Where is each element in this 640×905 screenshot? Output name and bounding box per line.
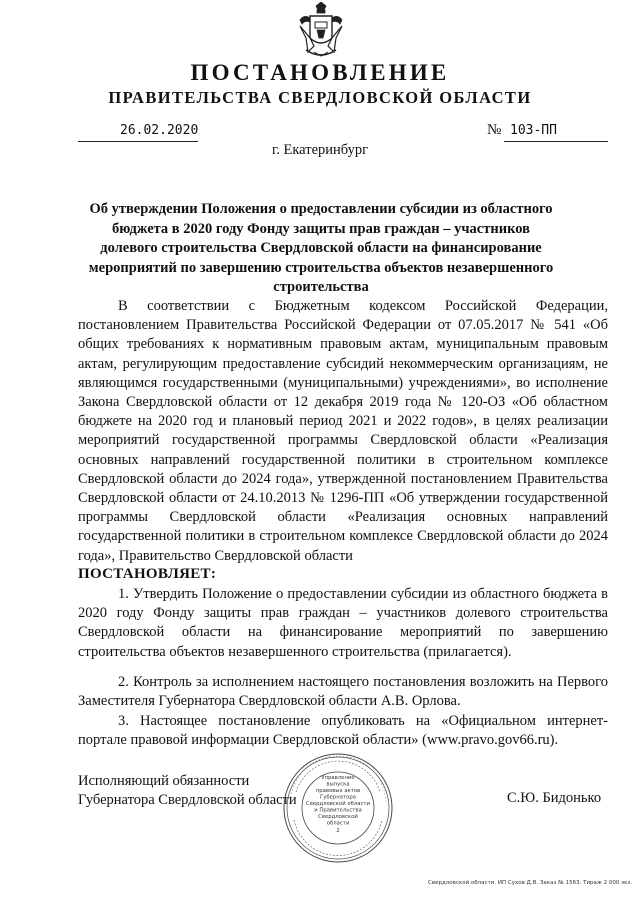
document-date: 26.02.2020 [78,122,198,142]
stamp-line-7: Свердловской [318,814,358,820]
document-subject: Об утверждении Положения о предоставлении субсидии из областного бюджета в 2020 году Фонду защиты прав граждан – участников долевого строительства Свердловской области на финансирование мероприятий по завершению строительства объектов незавершенного строительства [88,201,554,295]
stamp-line-5: Свердловской области [306,801,370,807]
stamp-line-6: и Правительства [314,807,362,814]
stamp-line-3: правовых актов [315,788,361,794]
resolution-item-3: 3. Настоящее постановление опубликовать на «Официальном интернет-портале правовой информации Свердловской области» (www.pravo.gov66.ru). [78,713,608,749]
resolution-item-2: 2. Контроль за исполнением настоящего постановления возложить на Первого Заместителя Губернатора Свердловской области А.В. Орлова. [78,674,608,710]
stamp-line-2: выпуска [326,781,350,788]
stamp-line-4: Губернатора [320,794,356,801]
document-title: ПОСТАНОВЛЕНИЕ [190,60,450,85]
signatory-position-line-2: Губернатора Свердловской области [78,791,297,808]
coat-of-arms-icon [296,2,346,60]
signatory-name: С.Ю. Бидонько [507,790,602,806]
document-subtitle: ПРАВИТЕЛЬСТВА СВЕРДЛОВСКОЙ ОБЛАСТИ [108,88,532,107]
print-info: Свердловской области. ИП Сухов Д.В. Заказ № 1563. Тираж 2 000 экз. [428,880,633,886]
number-label: № [487,122,502,138]
resolution-item-1: 1. Утвердить Положение о предоставлении субсидии из областного бюджета в 2020 году Фонду защиты прав граждан – участников долевого строительства Свердловской области на финансирование мероприятий по завершению строительства объектов незавершенного строительства (прилагается). [78,586,608,660]
stamp-line-9: 2 [336,828,340,834]
document-number: 103-ПП [504,122,608,142]
city-line: г. Екатеринбург [271,142,369,158]
stamp-line-1: Управление [321,775,355,781]
resolve-heading: ПОСТАНОВЛЯЕТ: [78,566,217,582]
official-stamp [282,752,394,864]
stamp-line-8: области [326,820,350,827]
signatory-position-line-1: Исполняющий обязанности [78,773,250,789]
signatory-position [78,772,297,809]
preamble-paragraph: В соответствии с Бюджетным кодексом Российской Федерации, постановлением Правительства Российской Федерации от 07.05.2017 № 541 «Об общих требованиях к нормативным правовым актам, муниципальным правовым актам, регулирующим предоставление субсидий некоммерческим организациям, не являющимся государственными (муниципальными) учреждениями», во исполнение Закона Свердловской области от 12 декабря 2019 года № 120-ОЗ «Об областном бюджете на 2020 год и плановый период 2021 и 2022 годов», в целях реализации мероприятий государственной программы Свердловской области «Реализация основных направлений государственной политики в строительном комплексе Свердловской области до 2024 года», утвержденной постановлением Правительства Свердловской области от 24.10.2013 № 1296-ПП «Об утверждении государственной программы Свердловской области «Реализация основных направлений государственной политики в строительном комплексе Свердловской области до 2024 года», Правительство Свердловской области [78,298,608,564]
